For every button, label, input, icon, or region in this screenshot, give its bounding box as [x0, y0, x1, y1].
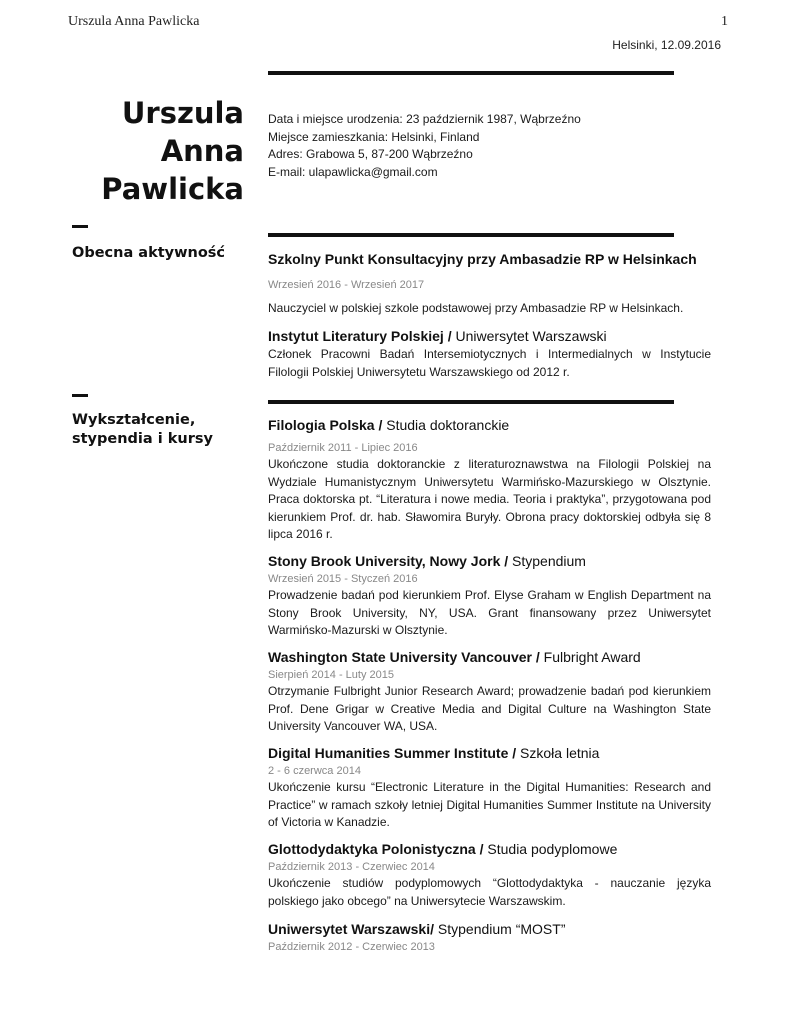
birth-info: Data i miejsce urodzenia: 23 październik 1987, Wąbrzeźno: [268, 112, 581, 126]
entry-title-main: Instytut Literatury Polskiej /: [268, 328, 452, 344]
section-dash: [72, 394, 88, 397]
entry-title-main: Stony Brook University, Nowy Jork /: [268, 553, 509, 569]
entry-date: 2 - 6 czerwca 2014: [268, 765, 361, 777]
contact-details: [268, 111, 711, 181]
entry-title: [268, 840, 711, 859]
name-line: Anna: [160, 134, 244, 168]
entry-date: Październik 2013 - Czerwiec 2014: [268, 861, 435, 873]
email-info: E-mail: ulapawlicka@gmail.com: [268, 164, 438, 179]
entry-title-main: Washington State University Vancouver /: [268, 649, 540, 665]
section-heading-line: stypendia i kursy: [72, 431, 213, 447]
entry-title-main: Digital Humanities Summer Institute /: [268, 745, 517, 761]
divider-rule: [268, 400, 674, 404]
entry-title-main: Uniwersytet Warszawski/: [268, 921, 434, 937]
entry-description: Ukończenie studiów podyplomowych “Glottodydaktyka - nauczanie języka polskiego jako obcego” na Uniwersytecie Warszawskim.: [268, 876, 711, 908]
entry-title-sub: Stypendium “MOST”: [434, 921, 566, 937]
entry-title-sub: Szkoła letnia: [516, 745, 600, 761]
entry-title-sub: Studia doktoranckie: [382, 417, 510, 433]
entry-washington-state: [268, 648, 711, 736]
entry-title: [268, 920, 711, 939]
section-dash: [72, 225, 88, 228]
name-line: Urszula: [121, 96, 244, 130]
entry-title: [268, 648, 711, 667]
entry-consultation-point: [268, 250, 711, 318]
entry-warsaw-most: [268, 920, 711, 955]
entry-title: [268, 416, 711, 435]
section-heading-line: Wykształcenie,: [72, 412, 196, 428]
entry-glottodidactics: [268, 840, 711, 910]
residence-info: Miejsce zamieszkania: Helsinki, Finland: [268, 129, 480, 144]
entry-title-main: Filologia Polska /: [268, 417, 383, 433]
section-heading-education: [72, 411, 252, 449]
divider-rule: [268, 71, 674, 75]
entry-description: Prowadzenie badań pod kierunkiem Prof. Elyse Graham w English Department na Stony Brook University, NY, USA. Grant finansowany przez Uniwersytet Warmińsko-Mazurski w Olsztynie.: [268, 588, 711, 637]
entry-title-sub: Fulbright Award: [539, 649, 641, 665]
entry-description: Członek Pracowni Badań Intersemiotycznych i Intermedialnych w Instytucie Filologii Polskiej Uniwersytetu Warszawskiego od 2012 r.: [268, 347, 711, 379]
entry-description: Otrzymanie Fulbright Junior Research Award; prowadzenie badań pod kierunkiem Prof. Dene Grigar w Creative Media and Digital Culture na Washington State University Vancouver WA, USA.: [268, 684, 711, 733]
entry-institute-polish-literature: [268, 327, 711, 381]
entry-title-sub: Stypendium: [508, 553, 586, 569]
running-header-author: Urszula Anna Pawlicka: [68, 14, 200, 29]
entry-title: [268, 552, 711, 571]
entry-title: [268, 744, 711, 763]
entry-title-sub: Studia podyplomowe: [483, 841, 618, 857]
running-header: [68, 14, 728, 34]
entry-dhsi: [268, 744, 711, 832]
entry-date: Wrzesień 2015 - Styczeń 2016: [268, 573, 418, 585]
divider-rule: [268, 233, 674, 237]
entry-title-sub: Uniwersytet Warszawski: [451, 328, 607, 344]
entry-description: Nauczyciel w polskiej szkole podstawowej przy Ambasadzie RP w Helsinkach.: [268, 301, 684, 315]
entry-description: Ukończenie kursu “Electronic Literature in the Digital Humanities: Research and Practice” w ramach szkoły letniej Digital Humanities Summer Institute na University of Victoria w Kanadzie.: [268, 780, 711, 829]
entry-description: Ukończone studia doktoranckie z literaturoznawstwa na Filologii Polskiej na Wydziale Humanistycznym Uniwersytetu Warmińsko-Mazurskiego w Olsztynie. Praca doktorska pt. “Literatura i nowe media. Teoria i praktyka”, przygotowana pod kierunkiem Prof. dr. hab. Sławomira Buryły. Obrona pracy doktorskiej odbyła się 8 lipca 2016 r.: [268, 457, 711, 541]
dateline: Helsinki, 12.09.2016: [612, 38, 721, 52]
entry-stony-brook: [268, 552, 711, 640]
entry-title: [268, 327, 711, 346]
page-number: 1: [721, 14, 728, 29]
entry-date: Październik 2012 - Czerwiec 2013: [268, 941, 435, 953]
entry-phd-studies: [268, 416, 711, 544]
entry-title-main: Glottodydaktyka Polonistyczna /: [268, 841, 484, 857]
entry-date: Październik 2011 - Lipiec 2016: [268, 442, 418, 454]
address-info: Adres: Grabowa 5, 87-200 Wąbrzeźno: [268, 147, 473, 161]
entry-title-main: Szkolny Punkt Konsultacyjny przy Ambasadzie RP w Helsinkach: [268, 251, 697, 267]
person-name: [68, 94, 244, 208]
section-heading-current: Obecna aktywność: [72, 245, 226, 261]
entry-title: [268, 250, 711, 269]
entry-date: Sierpień 2014 - Luty 2015: [268, 669, 394, 681]
name-line: Pawlicka: [101, 172, 244, 206]
entry-date: Wrzesień 2016 - Wrzesień 2017: [268, 279, 425, 291]
